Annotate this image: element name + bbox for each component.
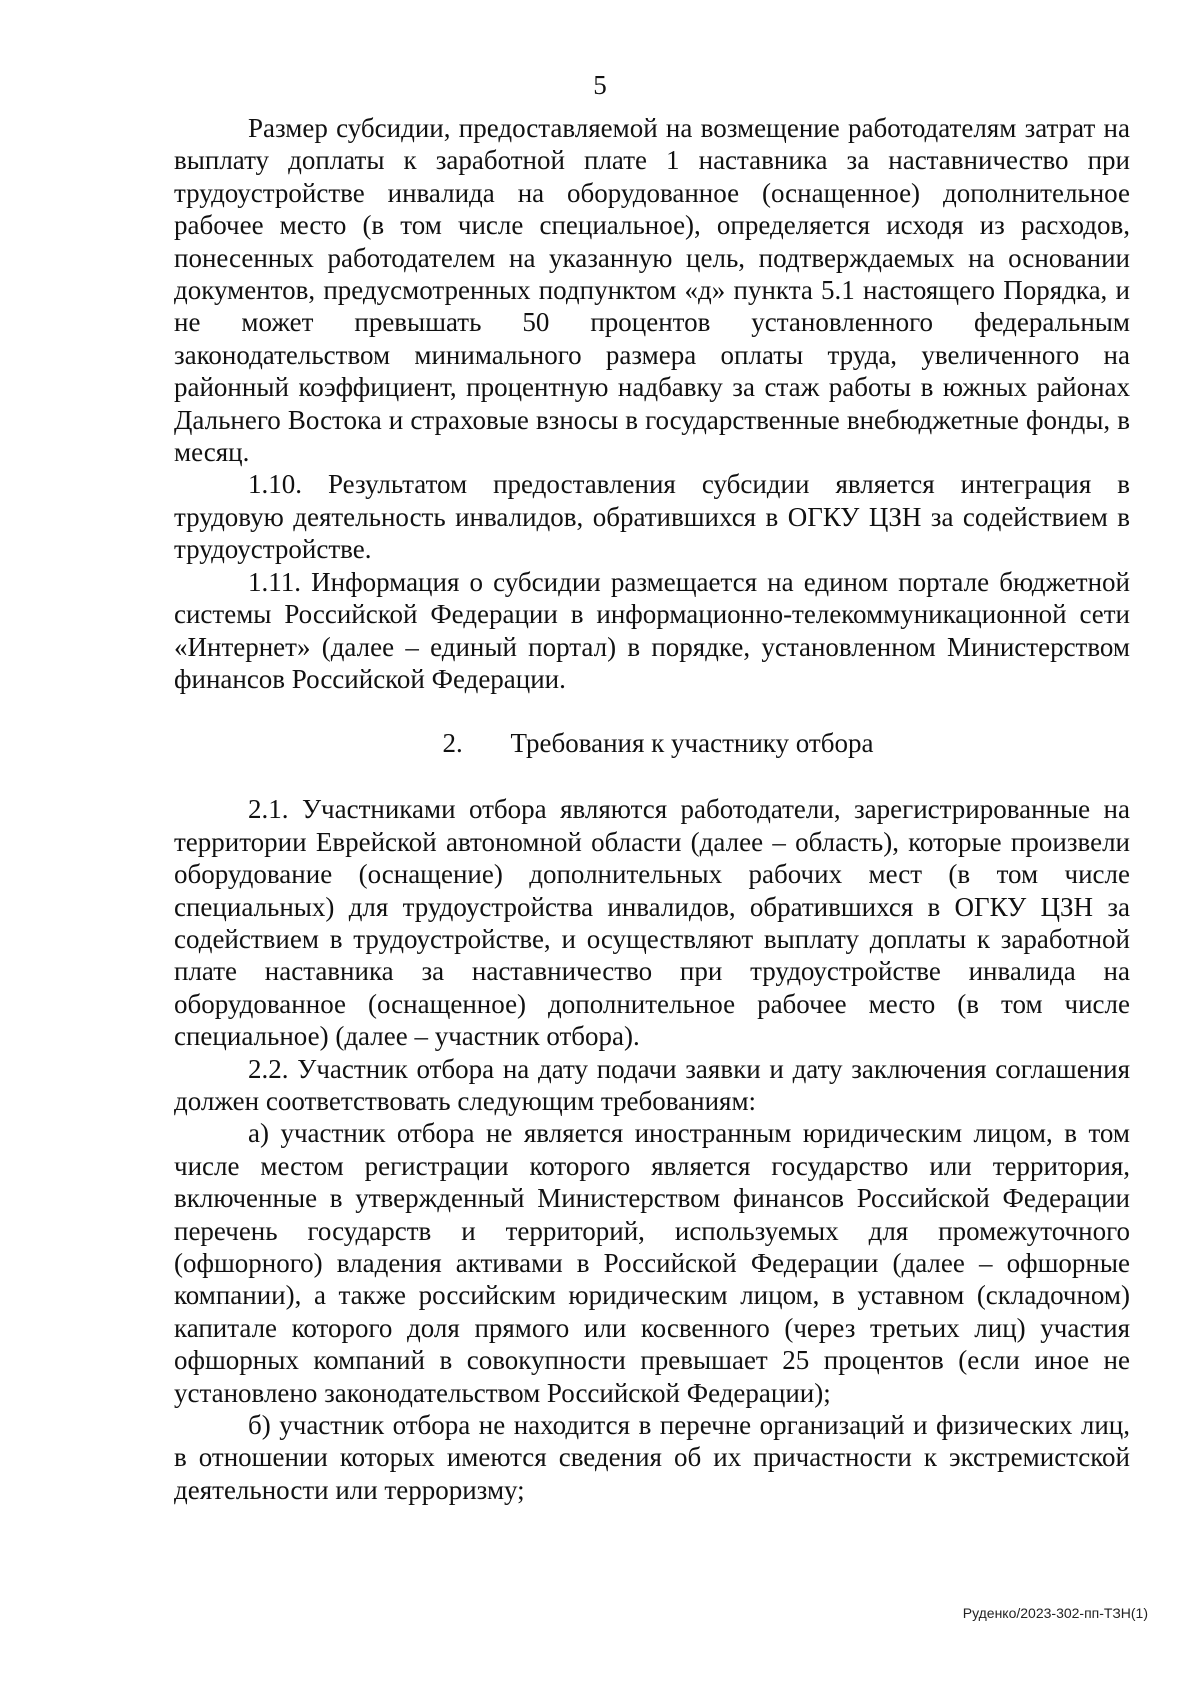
- paragraph-2-2-b: б) участник отбора не находится в перечне организаций и физических лиц, в отношении которых имеются сведения об их причастности к экстремистской деятельности или терроризму;: [174, 1410, 1130, 1505]
- paragraph-2-2: 2.2. Участник отбора на дату подачи заявки и дату заключения соглашения должен соответствовать следующим требованиям:: [174, 1053, 1130, 1116]
- section-title: Требования к участнику отбора: [510, 728, 874, 759]
- paragraph-1-11: 1.11. Информация о субсидии размещается на едином портале бюджетной системы Российской Федерации в информационно-телекоммуникационной сети «Интернет» (далее – единый портал) в порядке, установленном Министерством финансов Российской Федерации.: [174, 566, 1130, 694]
- document-body: [174, 112, 1130, 1506]
- paragraph-2-1: 2.1. Участниками отбора являются работодатели, зарегистрированные на территории Еврейской автономной области (далее – область), которые произвели оборудование (оснащение) дополнительных рабочих мест (в том числе специальных) для трудоустройства инвалидов, обратившихся в ОГКУ ЦЗН за содействием в трудоустройстве, и осуществляют выплату доплаты к заработной плате наставника за наставничество при трудоустройстве инвалида на оборудованное (оснащенное) дополнительное рабочее место (в том числе специальное) (далее – участник отбора).: [174, 794, 1130, 1052]
- page-number: 5: [593, 70, 607, 100]
- section-heading: [174, 727, 1130, 759]
- footer-reference: Руденко/2023-302-пп-ТЗН(1): [962, 1605, 1148, 1621]
- paragraph-subsidy-size: Размер субсидии, предоставляемой на возмещение работодателям затрат на выплату доплаты к заработной плате 1 наставника за наставничество при трудоустройстве инвалида на оборудованное (оснащенное) дополнительное рабочее место (в том числе специальное), определяется исходя из расходов, понесенных работодателем на указанную цель, подтверждаемых на основании документов, предусмотренных подпунктом «д» пункта 5.1 настоящего Порядка, и не может превышать 50 процентов установленного федеральным законодательством минимального размера оплаты труда, увеличенного на районный коэффициент, процентную надбавку за стаж работы в южных районах Дальнего Востока и страховые взносы в государственные внебюджетные фонды, в месяц.: [174, 113, 1130, 468]
- section-number: 2.: [442, 728, 463, 759]
- paragraph-1-10: 1.10. Результатом предоставления субсидии является интеграция в трудовую деятельность инвалидов, обратившихся в ОГКУ ЦЗН за содействием в трудоустройстве.: [174, 469, 1130, 565]
- paragraph-2-2-a: а) участник отбора не является иностранным юридическим лицом, в том числе местом регистрации которого является государство или территория, включенные в утвержденный Министерством финансов Российской Федерации перечень государств и территорий, используемых для промежуточного (офшорного) владения активами в Российской Федерации (далее – офшорные компании), а также российским юридическим лицом, в уставном (складочном) капитале которого доля прямого или косвенного (через третьих лиц) участия офшорных компаний в совокупности превышает 25 процентов (если иное не установлено законодательством Российской Федерации);: [174, 1118, 1130, 1408]
